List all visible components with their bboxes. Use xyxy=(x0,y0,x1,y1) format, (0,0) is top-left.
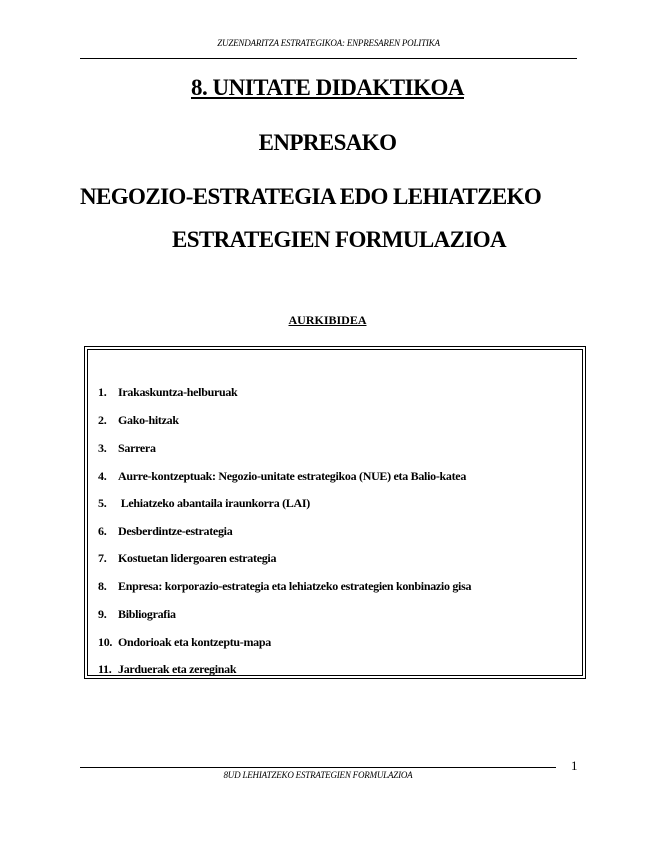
toc-item-number: 11. xyxy=(98,662,112,676)
title-line-1: ENPRESAKO xyxy=(258,130,397,155)
toc-item-number: 3. xyxy=(98,441,107,455)
unit-title: 8. UNITATE DIDAKTIKOA xyxy=(191,75,464,100)
toc-item-label: Sarrera xyxy=(118,441,156,455)
toc-item xyxy=(98,469,466,484)
index-heading: AURKIBIDEA xyxy=(288,313,367,327)
toc-item xyxy=(98,662,236,677)
toc-item-label: Ondorioak eta kontzeptu-mapa xyxy=(118,635,271,649)
toc-item-label: Kostuetan lidergoaren estrategia xyxy=(118,551,277,565)
toc-item xyxy=(98,635,271,650)
footer-divider xyxy=(80,767,556,768)
toc-item-number: 1. xyxy=(98,385,107,399)
title-line-3: ESTRATEGIEN FORMULAZIOA xyxy=(172,227,507,252)
toc-item xyxy=(98,385,237,400)
toc-item xyxy=(98,496,310,511)
title-line-2: NEGOZIO-ESTRATEGIA EDO LEHIATZEKO xyxy=(80,184,542,209)
header-divider xyxy=(80,58,577,59)
toc-item-number: 7. xyxy=(98,551,107,565)
toc-item-label: Bibliografia xyxy=(118,607,176,621)
toc-item xyxy=(98,579,471,594)
toc-item-number: 10. xyxy=(98,635,113,649)
table-of-contents xyxy=(84,346,586,679)
toc-item-number: 5. xyxy=(98,496,107,510)
toc-item-number: 6. xyxy=(98,524,107,538)
toc-item-label: Jarduerak eta zereginak xyxy=(118,662,237,676)
toc-item-number: 8. xyxy=(98,579,107,593)
toc-item-number: 9. xyxy=(98,607,107,621)
toc-item-label: Enpresa: korporazio-estrategia eta lehiatzeko estrategien konbinazio gisa xyxy=(118,579,472,593)
toc-item-label: Gako-hitzak xyxy=(118,413,179,427)
running-footer: 8UD LEHIATZEKO ESTRATEGIEN FORMULAZIOA xyxy=(223,770,413,780)
toc-item xyxy=(98,413,179,428)
toc-item-number: 4. xyxy=(98,469,107,483)
running-header: ZUZENDARITZA ESTRATEGIKOA: ENPRESAREN POLITIKA xyxy=(217,38,440,48)
toc-item-label: Aurre-kontzeptuak: Negozio-unitate estrategikoa (NUE) eta Balio-katea xyxy=(118,469,467,483)
toc-item-label: Desberdintze-estrategia xyxy=(118,524,233,538)
toc-item-label: Lehiatzeko abantaila iraunkorra (LAI) xyxy=(118,496,310,510)
toc-item xyxy=(98,551,276,566)
toc-item xyxy=(98,524,232,539)
toc-item xyxy=(98,441,156,456)
toc-item xyxy=(98,607,176,622)
toc-item-label: Irakaskuntza-helburuak xyxy=(118,385,238,399)
toc-item-number: 2. xyxy=(98,413,107,427)
page-number: 1 xyxy=(571,758,578,773)
